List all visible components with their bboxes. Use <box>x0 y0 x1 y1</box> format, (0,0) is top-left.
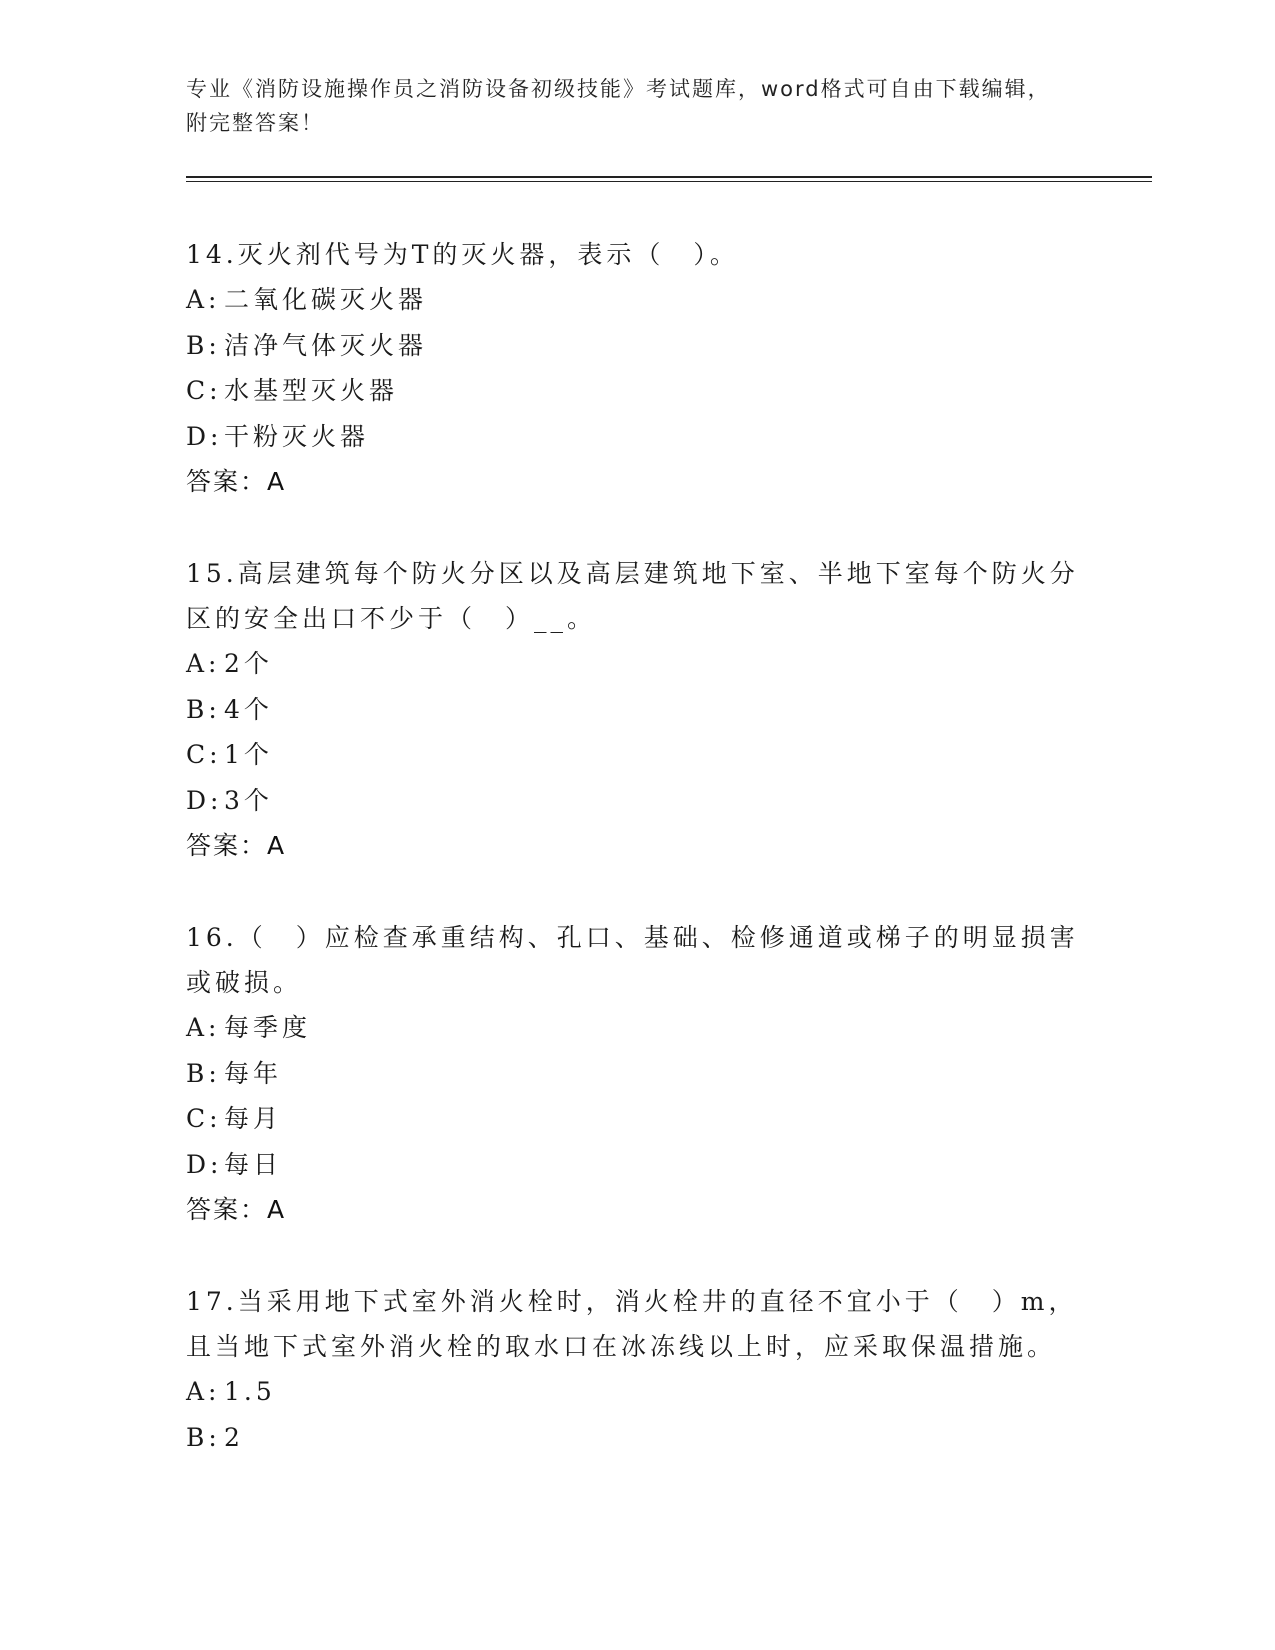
option-key: C: <box>186 1104 222 1133</box>
question-15 <box>186 551 1086 868</box>
option-key: A: <box>186 649 221 678</box>
question-stem: 14.灭火剂代号为T的灭火器，表示（ ）。 <box>186 240 739 269</box>
option-text: 每年 <box>224 1058 283 1088</box>
option-a <box>186 641 1086 687</box>
option-c <box>186 732 1086 778</box>
document-header: 专业《消防设施操作员之消防设备初级技能》考试题库，word格式可自由下载编辑，附完整答案！ <box>186 77 1051 135</box>
option-key: C: <box>186 376 222 405</box>
option-text: 干粉灭火器 <box>224 421 370 451</box>
option-text: 1.5 <box>224 1377 276 1406</box>
option-key: A: <box>186 1377 221 1406</box>
option-c <box>186 1096 1086 1142</box>
question-stem: 16.（ ）应检查承重结构、孔口、基础、检修通道或梯子的明显损害或破损。 <box>186 923 1079 997</box>
header-divider <box>186 176 1152 178</box>
answer-line: 答案：A <box>186 467 287 496</box>
option-text: 4个 <box>224 694 273 724</box>
option-text: 每季度 <box>224 1013 312 1042</box>
question-16 <box>186 915 1086 1232</box>
option-key: B: <box>186 1422 221 1452</box>
question-17 <box>186 1279 1086 1460</box>
option-key: B: <box>186 694 221 724</box>
option-text: 二氧化碳灭火器 <box>224 285 428 314</box>
option-text: 2 <box>224 1422 244 1452</box>
question-stem: 17.当采用地下式室外消火栓时，消火栓井的直径不宜小于（ ）m，且当地下式室外消火栓的取水口在冰冻线以上时，应采取保温措施。 <box>186 1287 1078 1361</box>
option-text: 3个 <box>224 785 273 815</box>
option-key: A: <box>186 1013 221 1042</box>
option-key: D: <box>186 785 223 815</box>
option-b <box>186 687 1086 733</box>
option-text: 水基型灭火器 <box>224 376 399 405</box>
option-key: A: <box>186 285 221 314</box>
option-b <box>186 1415 1086 1461</box>
option-a <box>186 277 1086 323</box>
question-list <box>186 232 1086 1507</box>
answer-line: 答案：A <box>186 831 287 860</box>
option-text: 每月 <box>224 1104 283 1133</box>
option-key: B: <box>186 330 221 360</box>
option-key: C: <box>186 740 222 769</box>
option-b <box>186 323 1086 369</box>
option-text: 每日 <box>224 1149 283 1179</box>
option-b <box>186 1051 1086 1097</box>
option-d <box>186 1142 1086 1188</box>
option-a <box>186 1369 1086 1415</box>
option-key: D: <box>186 1149 223 1179</box>
option-key: D: <box>186 421 223 451</box>
option-text: 1个 <box>224 740 273 769</box>
option-a <box>186 1005 1086 1051</box>
option-key: B: <box>186 1058 221 1088</box>
option-d <box>186 778 1086 824</box>
question-14 <box>186 232 1086 504</box>
header-divider-thin <box>186 181 1152 182</box>
answer-line: 答案：A <box>186 1195 287 1224</box>
option-d <box>186 414 1086 460</box>
option-text: 2个 <box>224 649 273 678</box>
option-text: 洁净气体灭火器 <box>224 330 428 360</box>
option-c <box>186 368 1086 414</box>
question-stem: 15.高层建筑每个防火分区以及高层建筑地下室、半地下室每个防火分区的安全出口不少于（ ）__。 <box>186 559 1079 633</box>
